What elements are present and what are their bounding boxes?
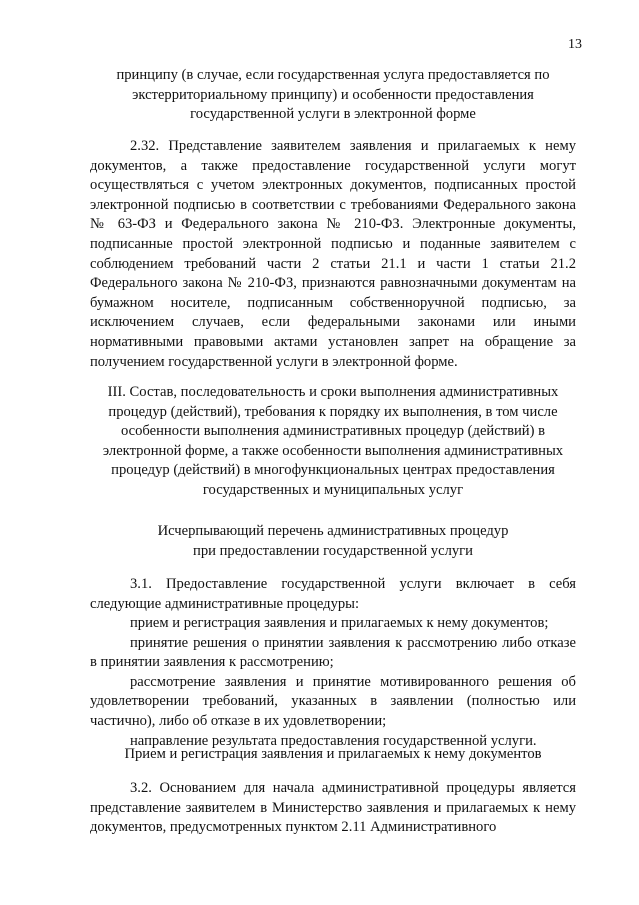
- list-item: принятие решения о принятии заявления к рассмотрению либо отказе в принятии заявления к рассмотрению;: [90, 634, 576, 671]
- paragraph-3-2: 3.2. Основанием для начала административной процедуры является представление заявителем в Министерство заявления и прилагаемых к нему документов, предусмотренных пунктом 2.11 Административного: [90, 780, 576, 836]
- subheading-reception: Прием и регистрация заявления и прилагаемых к нему документов: [124, 746, 542, 762]
- page-number: 13: [568, 37, 582, 52]
- subheading-procedures: Исчерпывающий перечень административных процедур при предоставлении государственной услуги: [157, 523, 509, 559]
- paragraph-3-1: 3.1. Предоставление государственной услуги включает в себя следующие административные процедуры:: [90, 576, 576, 612]
- list-item: рассмотрение заявления и принятие мотивированного решения об удовлетворении требований, указанных в заявлении (полностью или частично), либо об отказе в их удовлетворении;: [90, 673, 576, 729]
- procedure-list: [90, 614, 576, 751]
- list-item: прием и регистрация заявления и прилагаемых к нему документов;: [130, 615, 549, 631]
- list-item: направление результата предоставления государственной услуги.: [130, 732, 537, 749]
- paragraph-2-32: 2.32. Представление заявителем заявления и прилагаемых к нему документов, а также предоставление государственной услуги могут осуществляться с учетом электронных документов, подписанных простой электронной подписью в соответствии с требованиями Федерального закона № 63-ФЗ и Федерального закона № 210-ФЗ. Электронные документы, подписанные простой электронной подписью и поданные заявителем с соблюдением требований части 2 статьи 21.1 и части 1 статьи 21.2 Федерального закона № 210-ФЗ, признаются равнозначными документам на бумажном носителе, подписанным собственноручной подписью, за исключением случаев, если федеральными законами или иными нормативными правовыми актами установлен запрет на обращение за получением государственной услуги в электронной форме.: [90, 138, 576, 370]
- intro-heading: принципу (в случае, если государственная услуга предоставляется по экстерриториальному принципу) и особенности предоставления государственной услуги в электронной форме: [116, 67, 550, 123]
- section-III-heading: III. Состав, последовательность и сроки выполнения административных процедур (действий), требования к порядку их выполнения, в том числе особенности выполнения административных процедур (действий) в электронной форме, а также особенности выполнения административных процедур (действий) в многофункциональных центрах предоставления государственных и муниципальных услуг: [102, 384, 564, 498]
